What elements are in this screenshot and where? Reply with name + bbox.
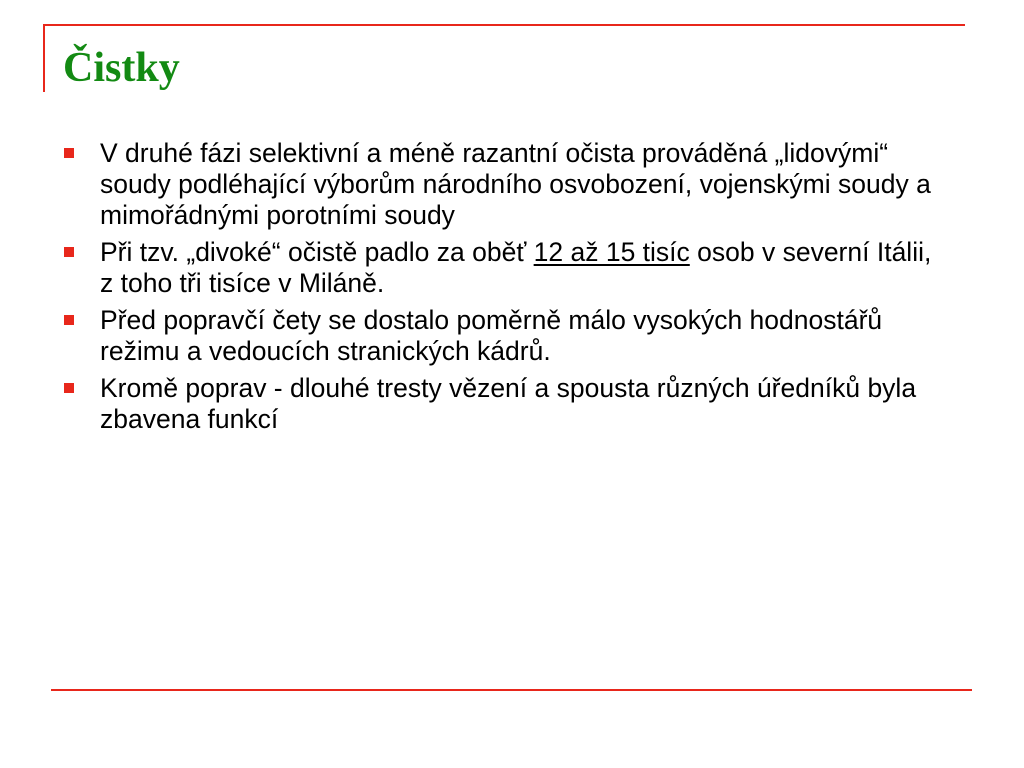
left-accent-line <box>43 24 45 92</box>
square-bullet-icon <box>64 383 74 393</box>
bullet-item-3 <box>62 305 942 367</box>
top-accent-line <box>43 24 965 26</box>
bullet-text-part: osob v severní Itálii, z toho tři tisíce v Miláně. <box>100 237 932 298</box>
bottom-accent-line <box>51 689 972 691</box>
slide-title: Čistky <box>63 45 180 91</box>
bullet-text-underlined: 12 až 15 tisíc <box>533 237 690 267</box>
bullet-item-2 <box>62 237 942 299</box>
bullet-text: V druhé fázi selektivní a méně razantní očista prováděná „lidovými“ soudy podléhající výborům národního osvobození, vojenskými soudy a mimořádnými porotními soudy <box>100 138 931 230</box>
square-bullet-icon <box>64 315 74 325</box>
bullet-text: Před popravčí čety se dostalo poměrně málo vysokých hodnostářů režimu a vedoucích stranických kádrů. <box>100 305 883 366</box>
bullet-text-part: Při tzv. „divoké“ očistě padlo za oběť <box>100 237 534 267</box>
bullet-text: Kromě poprav - dlouhé tresty vězení a spousta různých úředníků byla zbavena funkcí <box>100 373 917 434</box>
bullet-item-4 <box>62 373 942 435</box>
square-bullet-icon <box>64 148 74 158</box>
bullet-item-1 <box>62 138 942 231</box>
square-bullet-icon <box>64 247 74 257</box>
bullet-list <box>62 138 942 441</box>
